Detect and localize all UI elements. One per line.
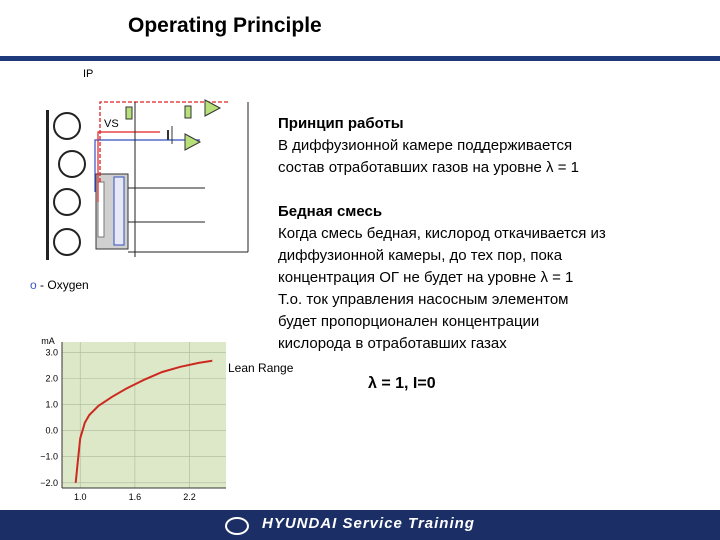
- heading-lean-mixture: Бедная смесь: [278, 203, 383, 220]
- heading-principle: Принцип работы: [278, 115, 404, 132]
- text-line: Когда смесь бедная, кислород откачивается из: [278, 225, 606, 242]
- lean-range-label: Lean Range: [228, 361, 294, 375]
- hyundai-logo-icon: [225, 517, 249, 535]
- y-tick-label: −2.0: [40, 477, 58, 488]
- vs-label: VS: [104, 118, 119, 130]
- resistor: [185, 106, 191, 118]
- gas-bubble: [59, 151, 85, 177]
- footer-bar: [0, 510, 720, 540]
- footer-brand: HYUNDAI Service Training: [262, 515, 475, 532]
- y-tick-label: 0.0: [45, 425, 58, 436]
- gas-bubble: [54, 113, 80, 139]
- chart-plot-area: [62, 342, 226, 488]
- slide-title: Operating Principle: [128, 14, 322, 37]
- y-axis-label: mA: [41, 336, 55, 346]
- gas-bubble: [54, 229, 80, 255]
- title-divider-bar: [0, 56, 720, 61]
- text-line: концентрация ОГ не будет на уровне λ = 1: [278, 269, 574, 286]
- oxygen-label: - Oxygen: [40, 278, 89, 292]
- text-line: состав отработавших газов на уровне λ = 1: [278, 159, 579, 176]
- pump-current-chart: [30, 330, 234, 508]
- x-tick-label: 1.6: [128, 492, 142, 502]
- text-line: Т.о. ток управления насосным элементом: [278, 291, 569, 308]
- y-tick-label: −1.0: [40, 451, 58, 462]
- ip-label: IP: [83, 68, 94, 80]
- lambda-formula: λ = 1, I=0: [368, 375, 436, 392]
- text-line: будет пропорционален концентрации: [278, 313, 540, 330]
- x-tick-label: 1.0: [73, 492, 87, 502]
- oxygen-legend: [30, 278, 89, 292]
- oxygen-marker: o: [30, 278, 37, 292]
- resistor: [126, 107, 132, 119]
- text-line: кислорода в отработавших газах: [278, 335, 507, 352]
- exhaust-wall: [46, 110, 49, 260]
- y-tick-label: 1.0: [45, 399, 58, 410]
- y-tick-label: 3.0: [45, 347, 58, 358]
- text-line: диффузионной камеры, до тех пор, пока: [278, 247, 563, 264]
- y-tick-label: 2.0: [45, 373, 58, 384]
- sensor-circuit-diagram: [0, 82, 270, 272]
- text-line: В диффузионной камере поддерживается: [278, 137, 573, 154]
- x-tick-label: 2.2: [183, 492, 196, 502]
- gas-bubble: [54, 189, 80, 215]
